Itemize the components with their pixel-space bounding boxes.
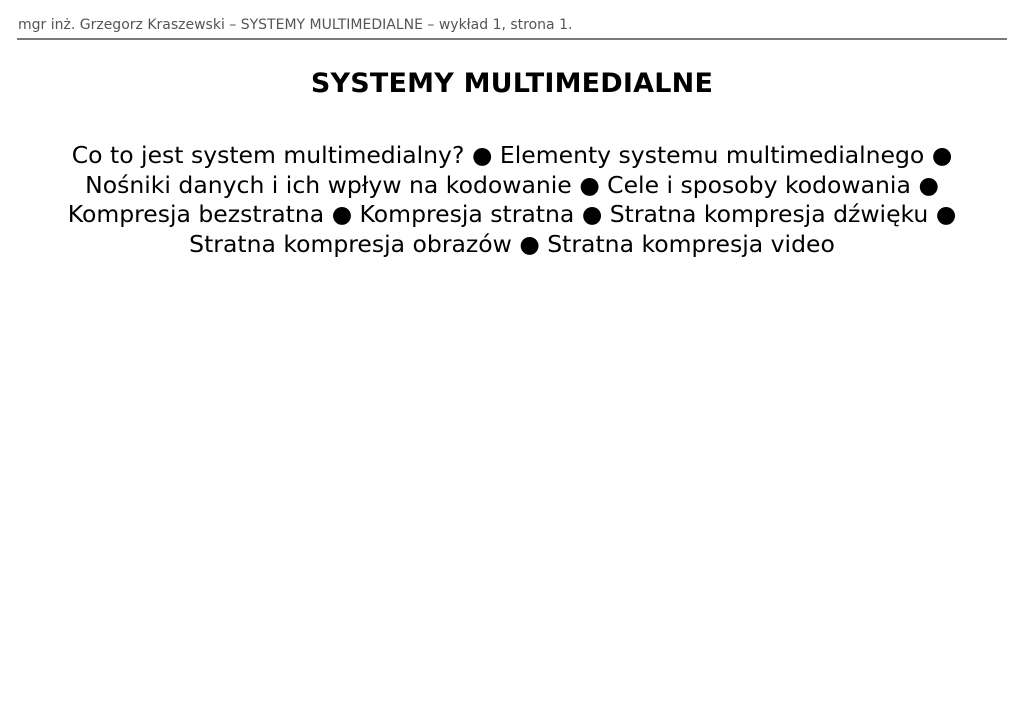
topics-line: Kompresja bezstratna ● Kompresja stratna ● Stratna kompresja dźwięku ● — [67, 200, 957, 228]
topics-line: Stratna kompresja obrazów ● Stratna kompresja video — [189, 229, 835, 258]
page-header — [17, 16, 1007, 40]
topics-line: Nośniki danych i ich wpływ na kodowanie ● Cele i sposoby kodowania ● — [85, 170, 939, 199]
topics-line: Co to jest system multimedialny? ● Elementy systemu multimedialnego ● — [71, 141, 953, 169]
document-title: SYSTEMY MULTIMEDIALNE — [310, 68, 714, 99]
topics-list — [40, 141, 984, 259]
running-header-text: mgr inż. Grzegorz Kraszewski – SYSTEMY MULTIMEDIALNE – wykład 1, strona 1. — [18, 17, 573, 33]
